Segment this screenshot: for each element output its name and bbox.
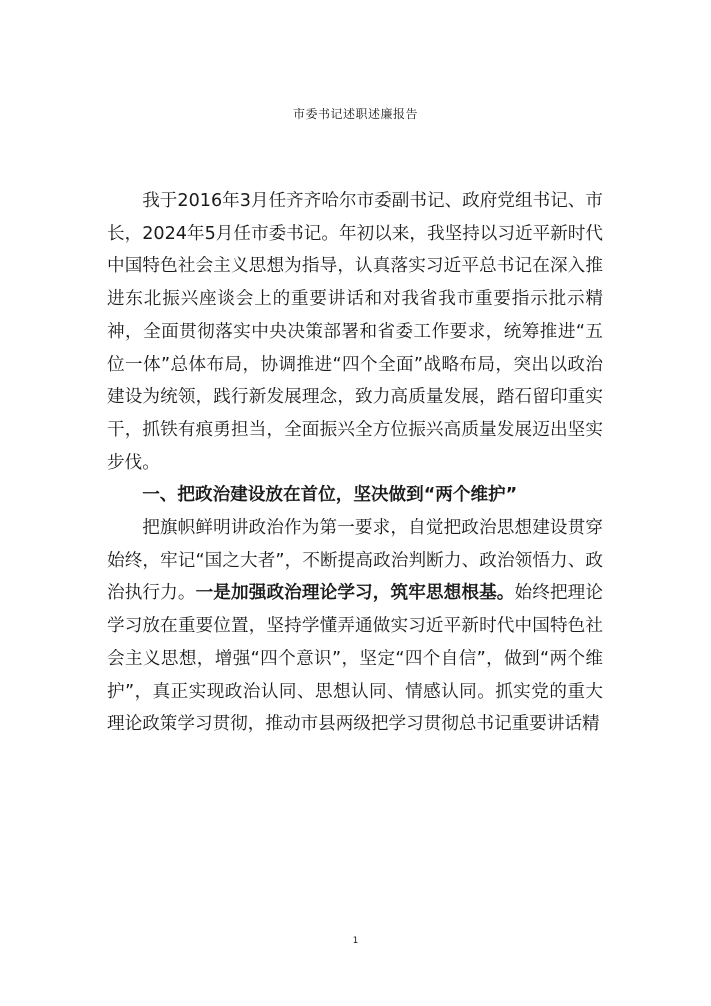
paragraph-text-start: 把旗帜鲜明讲政治作为第一要求，自觉把政治思想建设贯穿始终，牢记“国之大者”，不断提高政治判断力、政治领悟力、政治执行力。 [107,518,603,604]
section-paragraph [107,512,603,741]
intro-paragraph: 我于2016年3月任齐齐哈尔市委副书记、政府党组书记、市长，2024年5月任市委书记。年初以来，我坚持以习近平新时代中国特色社会主义思想为指导，认真落实习近平总书记在深入推进东北振兴座谈会上的重要讲话和对我省我市重要指示批示精神，全面贯彻落实中央决策部署和省委工作要求，统筹推进“五位一体”总体布局，协调推进“四个全面”战略布局，突出以政治建设为统领，践行新发展理念，致力高质量发展，踏石留印重实干，抓铁有痕勇担当，全面振兴全方位振兴高质量发展迈出坚实步伐。 [107,191,603,473]
document-body [107,185,603,741]
document-title: 市委书记述职述廉报告 [292,107,418,121]
section-heading: 一、把政治建设放在首位，坚决做到“两个维护” [142,485,518,506]
paragraph-text-rest: 始终把理论学习放在重要位置，坚持学懂弄通做实习近平新时代中国特色社会主义思想，增强“四个意识”，坚定“四个自信”，做到“两个维护”，真正实现政治认同、思想认同、情感认同。抓实党的重大理论政策学习贯彻，推动市县两级把学习贯彻总书记重要讲话精 [107,583,603,735]
bold-key-point: 一是加强政治理论学习，筑牢思想根基。 [195,583,515,604]
page-number: 1 [352,936,359,946]
